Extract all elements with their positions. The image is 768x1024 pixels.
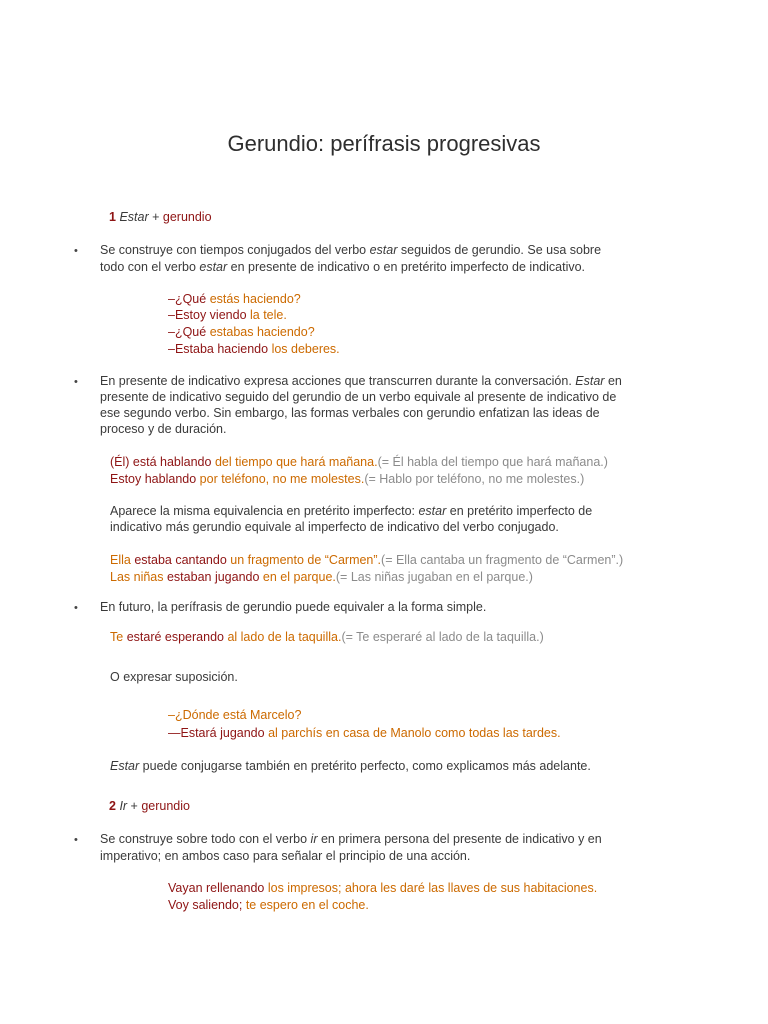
section-1-plus: +	[148, 210, 163, 224]
paragraph-2-line-1: En presente de indicativo expresa acciones que transcurren durante la conversación. Estar en	[100, 374, 622, 388]
section-2-verb: Ir	[119, 799, 128, 813]
example-2-line-1: (Él) está hablando del tiempo que hará mañana.(= Él habla del tiempo que hará mañana.)	[110, 455, 608, 469]
dialog-1-line-2: –Estoy viendo la tele.	[168, 308, 287, 322]
dialog-1-line-1: –¿Qué estás haciendo?	[168, 292, 301, 306]
section-1-heading	[109, 209, 212, 225]
paragraph-3-line-1: Aparece la misma equivalencia en pretérito imperfecto: estar en pretérito imperfecto de	[110, 504, 593, 518]
paragraph-7-line-2: imperativo; en ambos caso para señalar el principio de una acción.	[100, 849, 471, 863]
example-7-line-2: Voy saliendo; te espero en el coche.	[168, 898, 369, 912]
bullet-icon: •	[74, 602, 78, 614]
paragraph-4: En futuro, la perífrasis de gerundio puede equivaler a la forma simple.	[100, 600, 487, 614]
example-4: Te estaré esperando al lado de la taquilla.(= Te esperaré al lado de la taquilla.)	[110, 630, 544, 644]
section-2-number: 2	[109, 799, 116, 813]
paragraph-1-line-1: Se construye con tiempos conjugados del verbo estar seguidos de gerundio. Se usa sobre	[100, 243, 602, 257]
section-2-plus: +	[127, 799, 142, 813]
dialog-2-line-2: —Estará jugando al parchís en casa de Manolo como todas las tardes.	[168, 726, 561, 740]
paragraph-3-line-2: indicativo más gerundio equivale al imperfecto de indicativo del verbo conjugado.	[110, 520, 559, 534]
example-3-line-1: Ella estaba cantando un fragmento de “Carmen”.(= Ella cantaba un fragmento de “Carmen”.)	[110, 553, 624, 567]
dialog-2-line-1: –¿Dónde está Marcelo?	[168, 708, 302, 722]
example-3-line-2: Las niñas estaban jugando en el parque.(= Las niñas jugaban en el parque.)	[110, 570, 533, 584]
page-title: Gerundio: perífrasis progresivas	[227, 131, 541, 156]
section-2-gerund: gerundio	[141, 799, 190, 813]
paragraph-5: O expresar suposición.	[110, 670, 238, 684]
paragraph-7-line-1: Se construye sobre todo con el verbo ir en primera persona del presente de indicativo y en	[100, 832, 602, 846]
bullet-icon: •	[74, 834, 78, 846]
example-7-line-1: Vayan rellenando los impresos; ahora les daré las llaves de sus habitaciones.	[168, 881, 598, 895]
section-1-verb: Estar	[119, 210, 149, 224]
section-1-gerund: gerundio	[162, 210, 212, 224]
paragraph-1-line-2: todo con el verbo estar en presente de indicativo o en pretérito imperfecto de indicativo.	[100, 260, 586, 274]
section-1-number: 1	[109, 210, 116, 224]
bullet-icon: •	[74, 376, 78, 388]
paragraph-6: Estar puede conjugarse también en pretérito perfecto, como explicamos más adelante.	[110, 759, 591, 773]
paragraph-2-line-2: presente de indicativo seguido del gerundio de un verbo equivale al presente de indicativo de	[100, 390, 617, 404]
example-2-line-2: Estoy hablando por teléfono, no me molestes.(= Hablo por teléfono, no me molestes.)	[110, 472, 585, 486]
bullet-icon: •	[74, 245, 78, 257]
dialog-1-line-4: –Estaba haciendo los deberes.	[168, 342, 340, 356]
paragraph-2-line-3: ese segundo verbo. Sin embargo, las formas verbales con gerundio enfatizan las ideas de	[100, 406, 600, 420]
dialog-1-line-3: –¿Qué estabas haciendo?	[168, 325, 315, 339]
section-2-heading	[109, 798, 190, 814]
paragraph-2-line-4: proceso y de duración.	[100, 422, 227, 436]
